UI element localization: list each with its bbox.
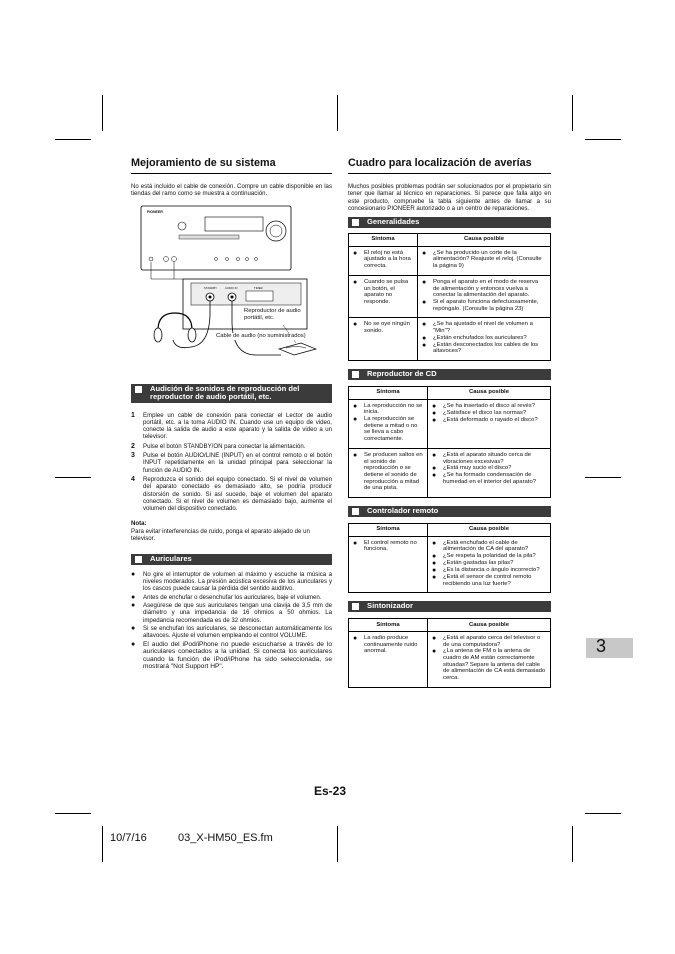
step-text: Emplee un cable de conexión para conectar el Lector de audio portátil, etc. a la toma AUDIO IN. Cuando use un equipo de video, conecte la salida de audio a este aparato y la salida de video a un televisor. [143, 411, 332, 441]
list-item [131, 602, 332, 624]
bullet-icon: ● [353, 402, 358, 410]
bullet-icon: ● [432, 451, 437, 459]
bullet-icon: ● [422, 278, 427, 286]
bullet-text: Si se enchufan los auriculares, se desconectan automáticamente los altavoces. Ajuste el volumen empleando el control VOLUME. [143, 624, 332, 640]
cause-cell [428, 448, 551, 497]
crop-mark [585, 813, 621, 814]
bullet-icon: ● [353, 278, 358, 286]
bullet-icon: ● [422, 334, 427, 342]
step-number: 2 [131, 442, 135, 450]
section-title: Generalidades [367, 217, 420, 227]
table-header-row [349, 233, 551, 246]
step-text: Pulse el botón STANDBY/ON para conectar la alimentación. [143, 442, 306, 450]
callout-player: Reproductor de audio portátil, etc. [244, 307, 301, 321]
symptom-text: La reproducción no se inicia. [364, 402, 423, 416]
cause-cell [428, 399, 551, 448]
cause-cell [428, 631, 551, 687]
cause-text: ¿Se ha producido un corte de la alimentación? Reajuste el reloj. (Consulte la página 9) [433, 249, 542, 270]
col-header-symptom: Síntoma [349, 618, 428, 631]
cause-text: ¿Están desconectados los cables de los altavoces? [433, 341, 539, 355]
col-header-symptom: Síntoma [349, 386, 428, 399]
table-tuner [348, 618, 551, 688]
steps-list [131, 412, 332, 513]
crop-mark [337, 826, 338, 862]
cause-text: ¿Está muy sucio el disco? [443, 465, 512, 472]
section-header-headphones [131, 554, 332, 565]
crop-mark [572, 95, 573, 131]
square-bullet-icon [352, 219, 359, 226]
step-text: Pulse el botón AUDIO/LINE (INPUT) en el control remoto o el botón INPUT repetidamente en la unidad principal para seleccionar la función de AUDIO IN. [143, 452, 332, 474]
port-label: TIMER [254, 285, 263, 290]
cause-text: ¿Satisface el disco las normas? [443, 409, 527, 416]
symptom-cell [349, 246, 418, 275]
table-row [349, 448, 551, 497]
section-header-cd [348, 369, 551, 380]
crop-mark [102, 95, 103, 131]
section-title: Auriculares [150, 554, 192, 564]
crop-mark [337, 95, 338, 131]
bullet-icon: ● [422, 341, 427, 349]
bullet-icon: ● [131, 640, 136, 648]
symptom-text: La radio produce continuamente ruido anormal. [364, 634, 418, 655]
bullet-text: Asegúrese de que sus auriculares tengan una clavija de 3,5 mm de diámetro y una impedancia de 16 ohmios a 50 ohmios. La impedancia recomendada es de 32 ohmios. [143, 602, 332, 624]
bullet-icon: ● [432, 539, 437, 547]
col-header-symptom: Síntoma [349, 523, 428, 536]
cause-text: ¿Se ha ajustado el nivel de volumen a "Min"? [433, 321, 533, 335]
list-item [131, 443, 332, 450]
table-row [349, 536, 551, 593]
bullet-text: No gire el interruptor de volumen al máximo y escuche la música a niveles moderados. La presión acústica excesiva de los auriculares y los cascos puede causar la pérdida del sentido auditivo. [143, 570, 332, 593]
cause-text: ¿Es la distancia o ángulo incorrecto? [443, 566, 540, 573]
cause-text: ¿Está el aparato cerca del televisor o de una computadora? [443, 634, 541, 648]
symptom-cell [349, 631, 428, 687]
crop-mark [585, 477, 621, 478]
symptom-cell [349, 275, 418, 318]
section-header-remote [348, 506, 551, 517]
square-bullet-icon [135, 386, 142, 393]
table-row [349, 318, 551, 361]
port-label: STANDBY [204, 285, 218, 290]
bullet-icon: ● [432, 552, 437, 560]
cause-text: ¿Están gastadas las pilas? [443, 559, 514, 566]
step-number: 1 [131, 411, 135, 419]
bullet-icon: ● [131, 602, 136, 610]
table-cd [348, 386, 551, 498]
bullet-icon: ● [353, 539, 358, 547]
bullet-icon: ● [353, 321, 358, 329]
cause-text: ¿Se respeta la polaridad de la pila? [443, 552, 536, 559]
bullet-icon: ● [432, 559, 437, 567]
col-header-cause: Causa posible [428, 523, 551, 536]
bullet-icon: ● [432, 402, 437, 410]
bullet-icon: ● [131, 624, 136, 632]
table-row [349, 246, 551, 275]
cause-text: Ponga el aparato en el modo de reserva de alimentación y entonces vuelva a conectar la alimentación del aparato. [433, 278, 539, 299]
left-intro: No está incluido el cable de conexión. Compre un cable disponible en las tiendas del ramo como se muestra a continuación. [131, 183, 332, 198]
crop-mark [55, 139, 91, 140]
section-title: Controlador remoto [367, 506, 439, 516]
footer-date: 10/7/16 [110, 832, 147, 844]
bullet-icon: ● [432, 573, 437, 581]
bullet-icon: ● [432, 465, 437, 473]
headphone-notes [131, 571, 332, 671]
list-item [131, 594, 332, 601]
cause-cell [418, 275, 551, 318]
list-item [131, 625, 332, 640]
footer-filename: 03_X-HM50_ES.fm [178, 832, 273, 844]
cause-text: ¿Está el sensor de control remoto recibiendo una luz fuerte? [443, 573, 532, 587]
col-header-cause: Causa posible [418, 233, 551, 246]
table-row [349, 399, 551, 448]
bullet-icon: ● [432, 409, 437, 417]
symptom-text: No se oye ningún sonido. [364, 321, 410, 335]
bullet-icon: ● [422, 249, 427, 257]
page-label: Es-23 [314, 784, 347, 798]
list-item [131, 571, 332, 593]
list-item [131, 641, 332, 671]
bullet-icon: ● [353, 416, 358, 424]
cause-cell [418, 246, 551, 275]
col-header-cause: Causa posible [428, 618, 551, 631]
symptom-cell [349, 399, 428, 448]
bullet-icon: ● [432, 472, 437, 480]
symptom-cell [349, 318, 418, 361]
unit-brand: PIONEER [147, 209, 163, 214]
right-intro: Muchos posibles problemas podrán ser solucionados por el propietario sin tener que llamar al técnico en reparaciones. Si parece que falla algo en este producto, compruebe la tabla siguiente antes de llamar a su concesionario PIONEER autorizado o a un centro de reparaciones. [348, 183, 551, 212]
bullet-icon: ● [432, 648, 437, 656]
symptom-text: El reloj no está ajustado a la hora correcta. [364, 249, 411, 270]
page-tab-number: 3 [596, 636, 607, 656]
section-title: Reproductor de CD [367, 369, 437, 379]
step-text: Reproduzca el sonido del equipo conectado. Si el nivel de volumen del aparato conectado es demasiado alto, se podría producir distorsión de sonido. Si así sucede, baje el volumen del aparato conectado. Si el nivel de volumen es demasiado bajo, aumente el volumen del dispositivo conectado. [143, 475, 332, 513]
table-remote [348, 523, 551, 594]
left-title: Mejoramiento de su sistema [131, 157, 332, 174]
col-header-cause: Causa posible [428, 386, 551, 399]
table-header-row [349, 618, 551, 631]
bullet-text: El audio del iPod/iPhone no puede escucharse a través de lo auriculares conectados a la unidad. Si conecta los auriculares cuando la función de iPod/iPhone ha sido seleccionada, se mostrará "Not Support HP". [143, 640, 332, 671]
list-item [131, 476, 332, 512]
right-column [348, 157, 551, 688]
page-tab-background [586, 638, 633, 658]
callout-cable: Cable de audio (no suministrados) [216, 333, 346, 340]
table-header-row [349, 386, 551, 399]
symptom-text: Cuando se pulsa un botón, el aparato no responde. [364, 278, 409, 305]
cause-text: ¿La antena de FM o la antena de cuadro de AM están correctamente situadas? Separe la antena del cable de alimentación de CA está demasiado cerca. [443, 648, 546, 682]
note-title: Nota: [131, 520, 147, 528]
bullet-icon: ● [353, 249, 358, 257]
cause-text: Si el aparato funciona defectuosamente, repóngalo. (Consulte la página 23) [433, 298, 539, 312]
list-item [131, 412, 332, 441]
symptom-text: Se producen saltos en el sonido de reproducción o se detiene el sonido de reproducción a mitad de una pista. [364, 451, 423, 492]
bullet-text: Antes de enchufar o desenchufar los auriculares, baje el volumen. [143, 593, 322, 601]
connection-figure [131, 205, 332, 368]
section-title: Sintonizador [367, 601, 413, 611]
square-bullet-icon [352, 508, 359, 515]
square-bullet-icon [135, 556, 142, 563]
symptom-cell [349, 536, 428, 593]
section-header-tuner [348, 601, 551, 612]
symptom-text: La reproducción se detiene a mitad o no se lleva a cabo correctamente. [364, 416, 418, 443]
bullet-icon: ● [353, 634, 358, 642]
cause-text: ¿Están enchufados los auriculares? [433, 334, 527, 341]
bullet-icon: ● [422, 298, 427, 306]
table-general [348, 233, 551, 361]
crop-mark [55, 813, 91, 814]
port-label: AUDIO IN [225, 285, 238, 290]
cause-cell [428, 536, 551, 593]
table-row [349, 631, 551, 687]
symptom-text: El control remoto no funciona. [364, 539, 417, 553]
list-item [131, 452, 332, 474]
crop-mark [585, 139, 621, 140]
table-header-row [349, 523, 551, 536]
square-bullet-icon [352, 603, 359, 610]
bullet-icon: ● [432, 634, 437, 642]
left-column [131, 157, 332, 672]
cause-text: ¿Está enchufado el cable de alimentación de CA del aparato? [443, 539, 529, 553]
crop-mark [102, 826, 103, 862]
cause-cell [418, 318, 551, 361]
right-title: Cuadro para localización de averías [348, 157, 551, 174]
bullet-icon: ● [432, 416, 437, 424]
col-header-symptom: Síntoma [349, 233, 418, 246]
section-header-audio-in [131, 384, 332, 403]
section-title: Audición de sonidos de reproducción del reproductor de audio portátil, etc. [150, 383, 300, 402]
bullet-icon: ● [131, 593, 136, 601]
bullet-icon: ● [353, 451, 358, 459]
note-text: Para evitar interferencias de ruido, ponga el aparato alejado de un televisor. [131, 527, 310, 543]
table-row [349, 275, 551, 318]
crop-mark [55, 477, 91, 478]
bullet-icon: ● [422, 321, 427, 329]
crop-mark [572, 826, 573, 862]
symptom-cell [349, 448, 428, 497]
section-header-general [348, 217, 551, 228]
step-number: 3 [131, 452, 135, 460]
cause-text: ¿Está deformado o rayado el disco? [443, 416, 538, 423]
cause-text: ¿Se ha formado condensación de humedad en el interior del aparato? [443, 472, 537, 485]
bullet-icon: ● [131, 570, 136, 578]
bullet-icon: ● [432, 566, 437, 574]
step-number: 4 [131, 475, 135, 483]
cause-text: ¿Está el aparato situado cerca de vibraciones excesivas? [443, 451, 532, 465]
square-bullet-icon [352, 371, 359, 378]
cause-text: ¿Se ha insertado el disco al revés? [443, 402, 536, 409]
